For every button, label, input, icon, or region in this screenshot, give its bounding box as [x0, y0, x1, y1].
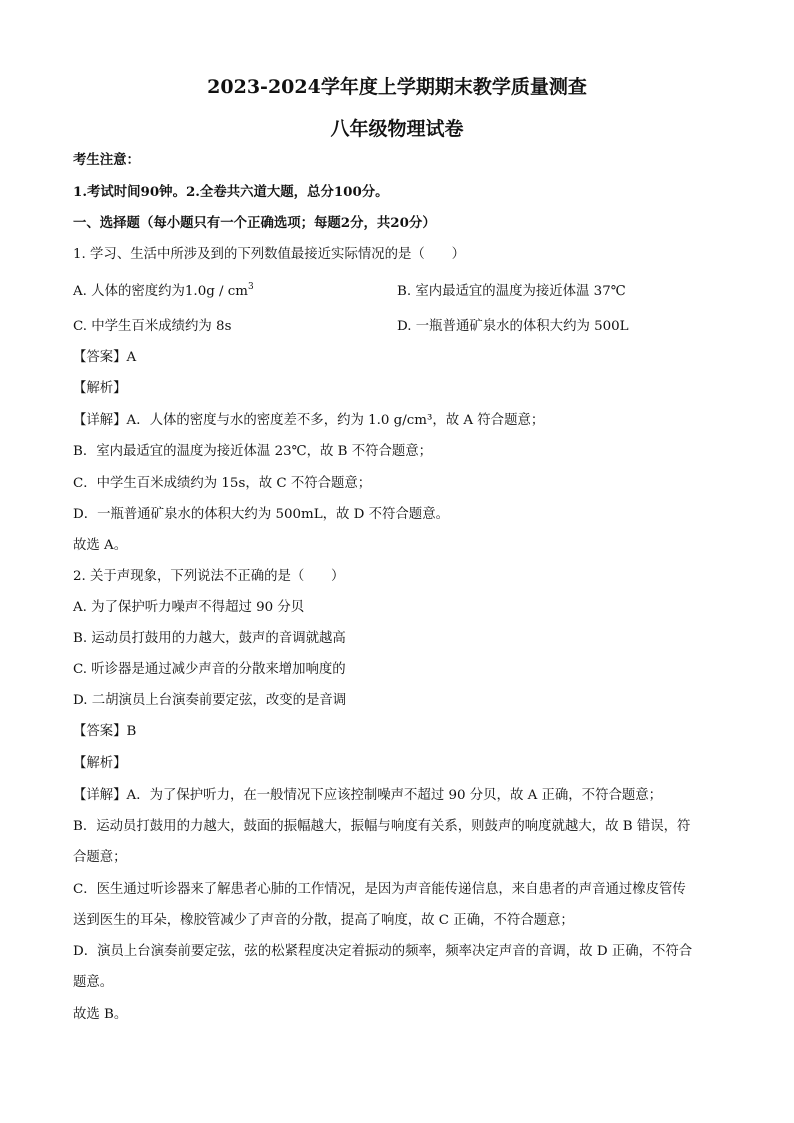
q1-choose: 故选 A。 [73, 538, 128, 553]
q2-option-b: B. 运动员打鼓用的力越大，鼓声的音调就越高 [73, 631, 346, 646]
q1-detail-b: B．室内最适宜的温度为接近体温 23℃，故 B 不符合题意； [73, 444, 433, 459]
q1-option-b: B. 室内最适宜的温度为接近体温 37℃ [397, 284, 626, 299]
exam-subtitle: 八年级物理试卷 [330, 118, 464, 140]
q2-detail-b-line2: 合题意； [73, 850, 127, 865]
q1-option-a-sup: 3 [248, 282, 254, 292]
q1-detail-d: D．一瓶普通矿泉水的体积大约为 500mL，故 D 不符合题意。 [73, 507, 449, 522]
q2-detail-c-line1: C．医生通过听诊器来了解患者心肺的工作情况，是因为声音能传递信息，来自患者的声音通过橡皮管传 [73, 882, 686, 897]
q1-option-a [73, 282, 254, 302]
q1-option-c: C. 中学生百米成绩约为 8s [73, 319, 232, 334]
q2-detail-c-line2: 送到医生的耳朵，橡胶管减少了声音的分散，提高了响度，故 C 正确，不符合题意； [73, 913, 574, 928]
q2-detail-d-line2: 题意。 [73, 975, 114, 990]
q2-analysis-label: 【解析】 [73, 756, 127, 771]
q2-detail-b-line1: B．运动员打鼓用的力越大，鼓面的振幅越大，振幅与响度有关系，则鼓声的响度就越大，故 B 错误，符 [73, 819, 691, 834]
notice-label: 考生注意： [73, 152, 140, 168]
q1-stem: 1. 学习、生活中所涉及到的下列数值最接近实际情况的是（ ） [73, 247, 465, 262]
q2-option-d: D. 二胡演员上台演奏前要定弦，改变的是音调 [73, 693, 347, 708]
q2-detail-a: 【详解】A．为了保护听力，在一般情况下应该控制噪声不超过 90 分贝，故 A 正确，不符合题意； [73, 788, 663, 803]
q2-option-c: C. 听诊器是通过减少声音的分散来增加响度的 [73, 662, 346, 677]
q2-option-a: A. 为了保护听力噪声不得超过 90 分贝 [73, 600, 305, 615]
q1-detail-a: 【详解】A．人体的密度与水的密度差不多，约为 1.0 g/cm³，故 A 符合题意； [73, 413, 545, 428]
q1-analysis-label: 【解析】 [73, 381, 127, 396]
q2-stem: 2. 关于声现象，下列说法不正确的是（ ） [73, 569, 345, 584]
q1-option-a-text: A. 人体的密度约为1.0g / cm [73, 284, 249, 299]
q2-detail-d-line1: D．演员上台演奏前要定弦，弦的松紧程度决定着振动的频率，频率决定声音的音调，故 D 正确，不符合 [73, 944, 693, 959]
q1-answer: 【答案】A [73, 350, 137, 365]
q1-detail-c: C．中学生百米成绩约为 15s，故 C 不符合题意； [73, 476, 372, 491]
q2-answer: 【答案】B [73, 724, 137, 739]
section-heading: 一、选择题（每小题只有一个正确选项；每题2分，共20分） [73, 215, 436, 231]
notice-text: 1.考试时间90钟。2.全卷共六道大题，总分100分。 [73, 184, 389, 200]
exam-title: 2023-2024学年度上学期期末教学质量测查 [207, 76, 587, 98]
q1-option-d: D. 一瓶普通矿泉水的体积大约为 500L [397, 319, 629, 334]
q2-choose: 故选 B。 [73, 1007, 128, 1022]
